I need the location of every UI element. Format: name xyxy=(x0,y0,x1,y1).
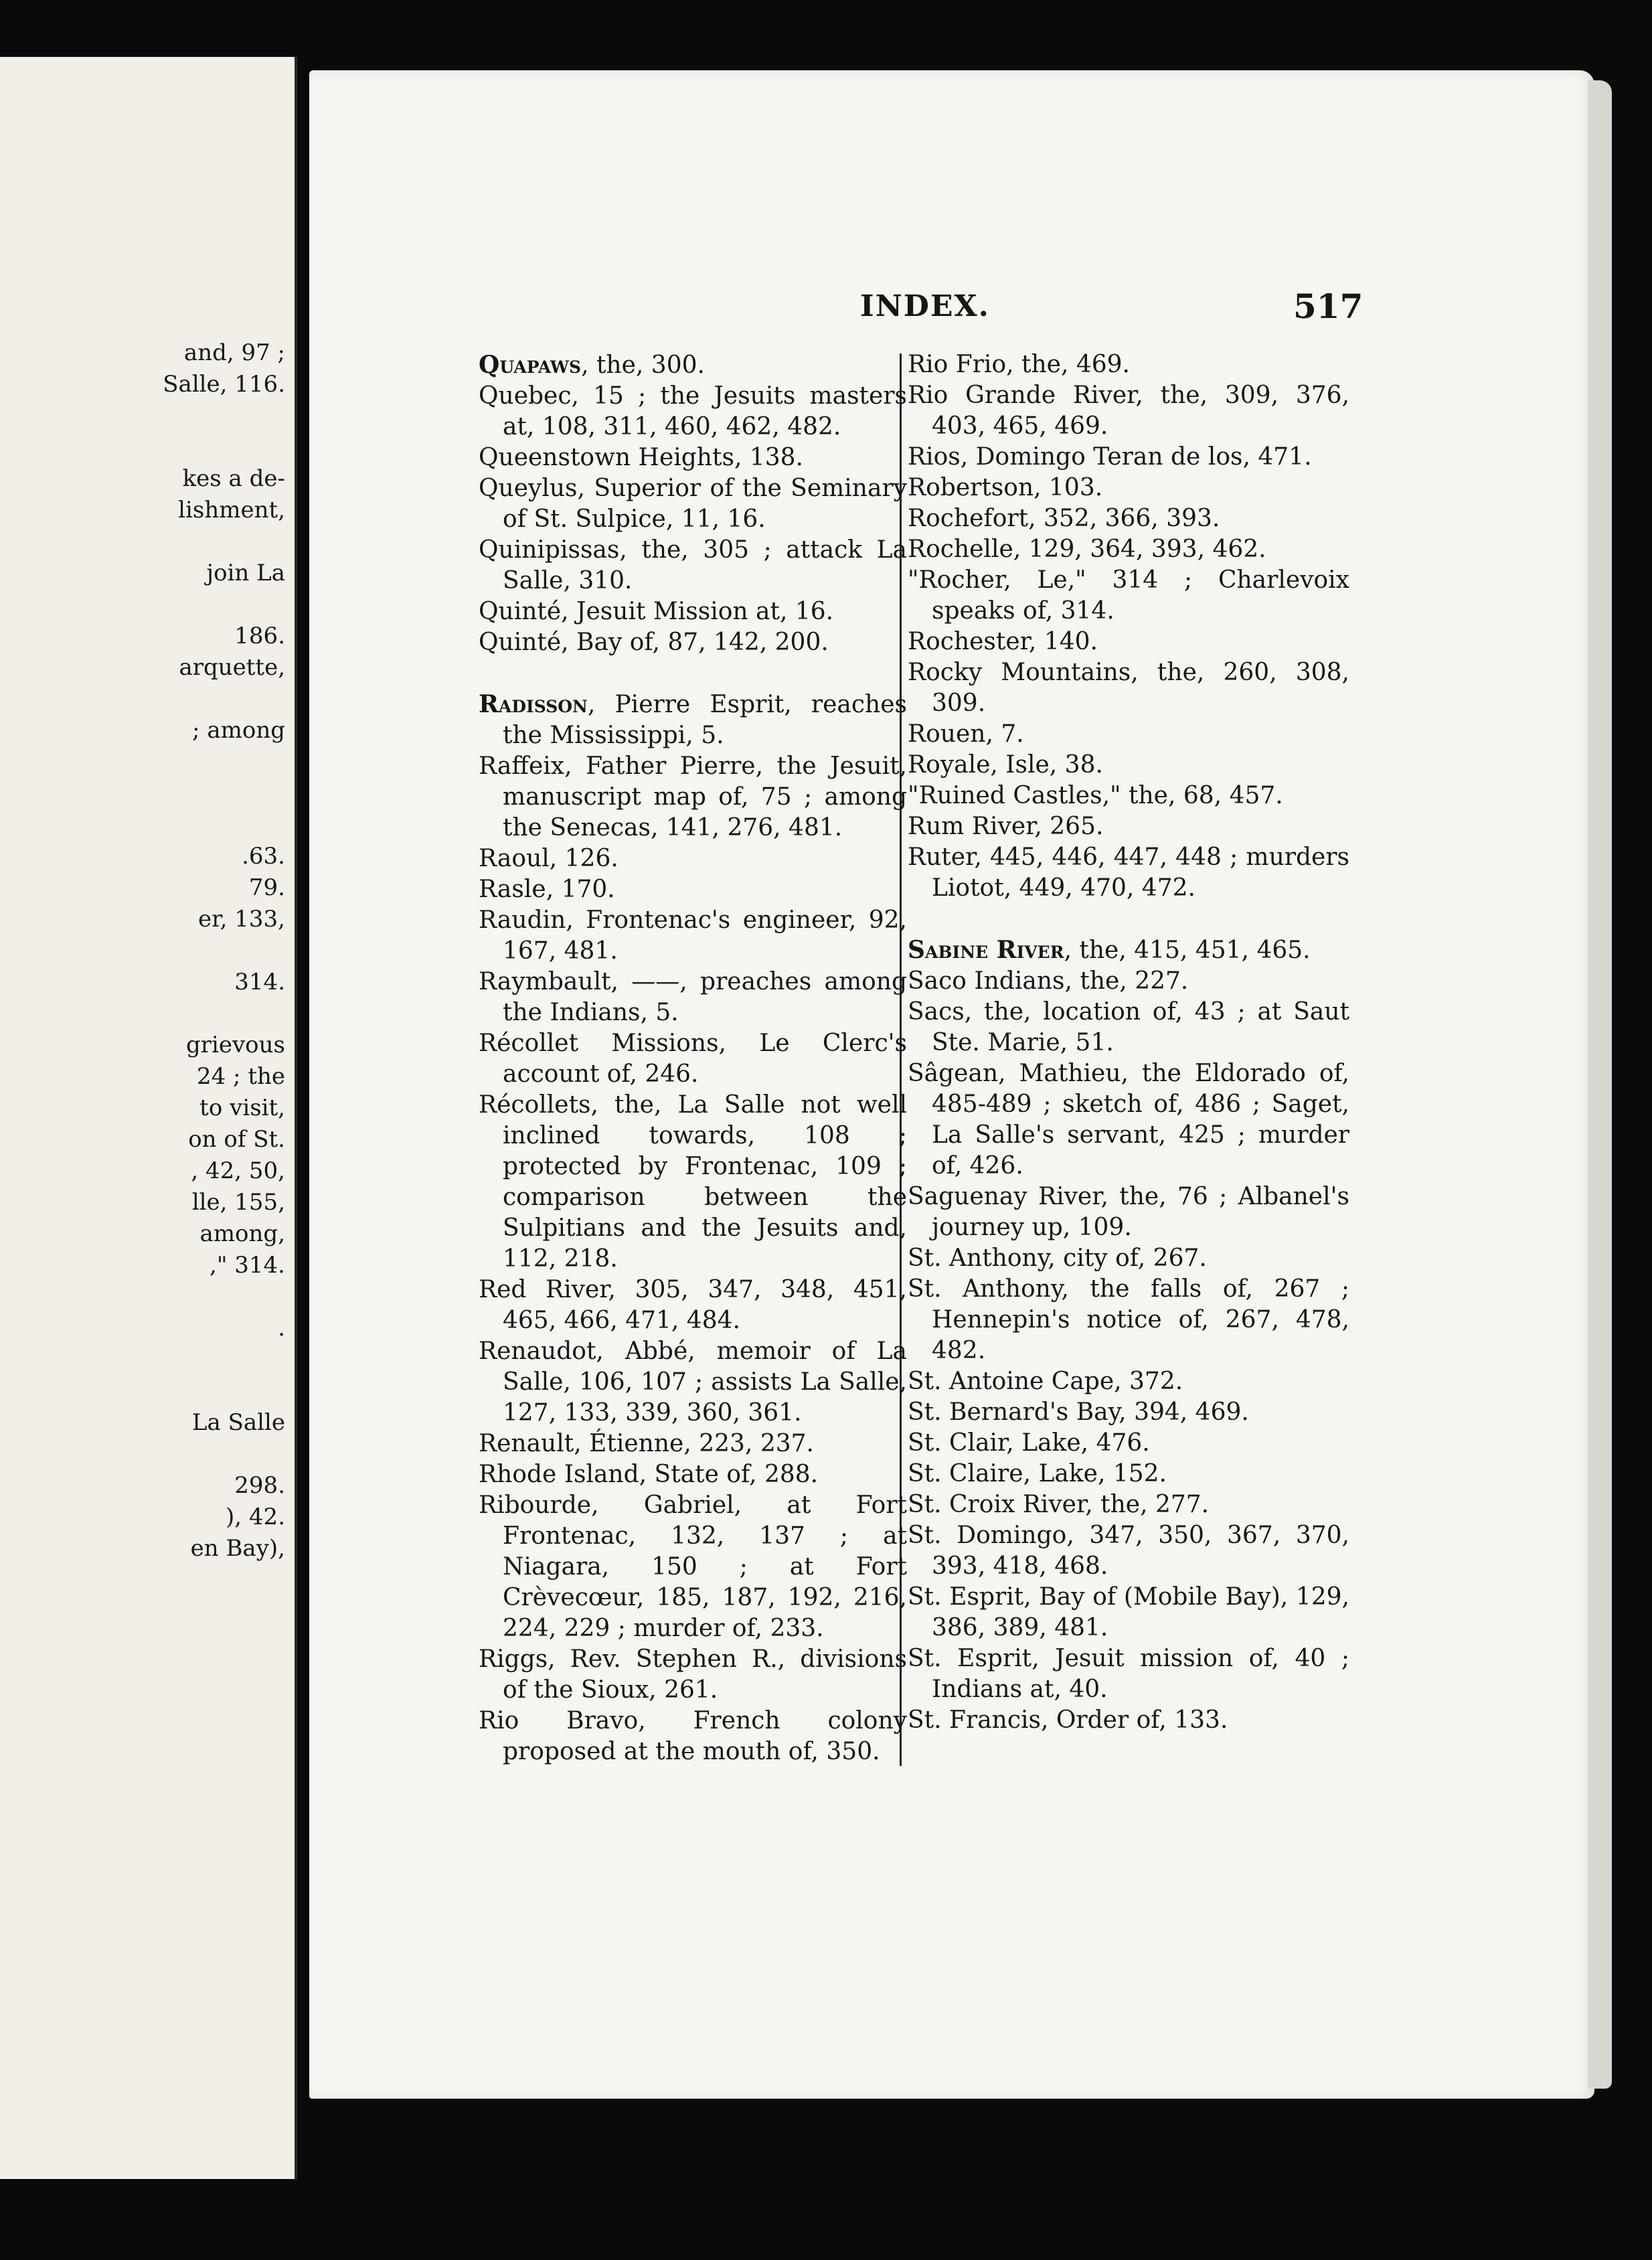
index-entry-text: St. Francis, Order of, 133. xyxy=(908,1706,1228,1734)
index-entry xyxy=(908,1428,1349,1459)
left-page-text-fragment: 79. xyxy=(248,874,285,901)
index-entry xyxy=(479,1090,907,1275)
index-entry-text: Queylus, Superior of the Seminary of St. Sulpice, 11, 16. xyxy=(479,475,907,533)
left-page-text-fragment: ), 42. xyxy=(226,1504,285,1530)
index-entry xyxy=(479,349,907,381)
index-entry-text: St. Anthony, city of, 267. xyxy=(908,1244,1207,1272)
page-number: 517 xyxy=(1293,287,1364,326)
left-page-text-fragment: to visit, xyxy=(199,1095,285,1121)
page-edge xyxy=(1588,80,1612,2089)
index-entry xyxy=(908,1366,1349,1397)
index-entry xyxy=(479,596,907,627)
index-entry xyxy=(479,442,907,473)
index-entry xyxy=(908,1582,1349,1643)
running-head: INDEX. xyxy=(860,289,990,323)
index-entry-text: Rum River, 265. xyxy=(908,813,1104,840)
index-entry xyxy=(908,1489,1349,1520)
left-page-text-fragment: Salle, 116. xyxy=(163,371,285,398)
index-entry-text: Rio Frio, the, 469. xyxy=(908,351,1130,378)
index-entry xyxy=(908,1182,1349,1243)
index-entry-text: Quinté, Jesuit Mission at, 16. xyxy=(479,598,834,625)
index-entry-text: Rio Grande River, the, 309, 376, 403, 465, 469. xyxy=(908,382,1349,440)
index-entry xyxy=(908,503,1349,534)
section-gap xyxy=(479,658,907,689)
index-entry xyxy=(908,657,1349,719)
section-head-term: Radisson xyxy=(479,690,588,718)
index-entry-text: Ribourde, Gabriel, at Fort Frontenac, 132, 137 ; at Niagara, 150 ; at Fort Crèvecœur, 185, 187, 192, 216, 224, 229 ; murder of, 233. xyxy=(479,1491,907,1642)
index-entry-text: Raoul, 126. xyxy=(479,845,618,872)
index-entry-text: Royale, Isle, 38. xyxy=(908,751,1103,779)
index-entry xyxy=(908,966,1349,997)
index-entry-text: Rios, Domingo Teran de los, 471. xyxy=(908,443,1312,471)
index-entry-text: St. Antoine Cape, 372. xyxy=(908,1368,1183,1395)
index-entry-text: Sacs, the, location of, 43 ; at Saut Ste. Marie, 51. xyxy=(908,998,1349,1056)
index-entry xyxy=(479,1459,907,1490)
left-page-text-fragment: er, 133, xyxy=(198,906,285,933)
index-entry xyxy=(479,1028,907,1090)
index-entry xyxy=(908,627,1349,657)
index-entry-text: Saguenay River, the, 76 ; Albanel's journey up, 109. xyxy=(908,1183,1349,1241)
index-entry-text: Queenstown Heights, 138. xyxy=(479,444,803,471)
index-entry-text: Sâgean, Mathieu, the Eldorado of, 485-489 ; sketch of, 486 ; Saget, La Salle's servant, 425 ; murder of, 426. xyxy=(908,1060,1349,1180)
index-entry xyxy=(908,842,1349,904)
index-entry xyxy=(908,442,1349,473)
index-entry xyxy=(908,380,1349,442)
index-entry-text: Riggs, Rev. Stephen R., divisions of the Sioux, 261. xyxy=(479,1645,907,1704)
index-entry-text: Rochefort, 352, 366, 393. xyxy=(908,505,1220,532)
index-entry-text: St. Clair, Lake, 476. xyxy=(908,1429,1150,1457)
index-entry xyxy=(479,689,907,751)
index-entry xyxy=(479,1644,907,1706)
index-entry-text: St. Esprit, Jesuit mission of, 40 ; Indians at, 40. xyxy=(908,1645,1349,1703)
index-column-left xyxy=(479,349,907,1767)
left-page-text-fragment: grievous xyxy=(185,1032,285,1058)
index-entry-text: Quinipissas, the, 305 ; attack La Salle, 310. xyxy=(479,536,907,594)
index-entry-text: St. Esprit, Bay of (Mobile Bay), 129, 386, 389, 481. xyxy=(908,1583,1349,1641)
left-page-text-fragment: arquette, xyxy=(179,654,285,681)
left-page-text-fragment: 314. xyxy=(234,969,285,995)
left-page-text-fragment: ," 314. xyxy=(210,1252,285,1279)
left-page-text-fragment: 298. xyxy=(234,1472,285,1499)
index-entry-text: Rio Bravo, French colony proposed at the mouth of, 350. xyxy=(479,1707,907,1765)
index-entry-text: St. Anthony, the falls of, 267 ; Hennepin's notice of, 267, 478, 482. xyxy=(908,1275,1349,1364)
index-entry xyxy=(908,534,1349,565)
index-entry xyxy=(479,751,907,843)
index-entry-text: Red River, 305, 347, 348, 451, 465, 466, 471, 484. xyxy=(479,1276,907,1334)
index-entry-text: Rochelle, 129, 364, 393, 462. xyxy=(908,536,1266,563)
index-entry-text: Rhode Island, State of, 288. xyxy=(479,1461,819,1488)
index-entry-text: Ruter, 445, 446, 447, 448 ; murders Liotot, 449, 470, 472. xyxy=(908,843,1349,902)
left-page-text-fragment: join La xyxy=(206,560,285,586)
index-entry xyxy=(479,905,907,967)
left-page-text-fragment: en Bay), xyxy=(190,1535,285,1562)
index-entry xyxy=(479,1336,907,1429)
index-entry-text: Robertson, 103. xyxy=(908,474,1103,501)
index-column-right xyxy=(908,349,1349,1736)
index-entry xyxy=(479,535,907,596)
index-entry-text: , Pierre Esprit, reaches the Mississippi, 5. xyxy=(503,691,907,749)
left-page-text-fragment: lle, 155, xyxy=(191,1189,285,1216)
index-entry xyxy=(908,473,1349,503)
left-page-text-fragment: and, 97 ; xyxy=(183,339,285,366)
index-entry xyxy=(479,1706,907,1767)
index-entry xyxy=(479,473,907,535)
index-entry-text: Saco Indians, the, 227. xyxy=(908,967,1189,995)
index-entry xyxy=(908,1459,1349,1489)
index-entry-text: Récollets, the, La Salle not well inclined towards, 108 ; protected by Frontenac, 109 ; comparison between the Sulpitians and the Jesuits and, 112, 218. xyxy=(479,1091,907,1273)
index-entry-text: , the, 415, 451, 465. xyxy=(1064,937,1311,964)
index-entry xyxy=(479,843,907,874)
index-entry-text: , the, 300. xyxy=(581,351,705,379)
index-entry xyxy=(908,1243,1349,1274)
left-page-text-fragment: . xyxy=(278,1315,285,1342)
left-page-text-fragment: on of St. xyxy=(188,1126,285,1153)
index-entry-text: Renaudot, Abbé, memoir of La Salle, 106, 107 ; assists La Salle, 127, 133, 339, 360, 361. xyxy=(479,1338,907,1427)
index-entry-text: Quinté, Bay of, 87, 142, 200. xyxy=(479,629,829,656)
left-page-text-fragment: kes a de- xyxy=(182,465,285,492)
index-entry-text: Rochester, 140. xyxy=(908,628,1098,655)
section-gap xyxy=(908,904,1349,935)
index-entry-text: St. Bernard's Bay, 394, 469. xyxy=(908,1398,1249,1426)
index-entry-text: St. Claire, Lake, 152. xyxy=(908,1460,1167,1487)
index-entry xyxy=(908,719,1349,750)
index-entry-text: Rasle, 170. xyxy=(479,876,615,903)
left-page-text-fragment: lishment, xyxy=(178,497,285,523)
index-entry-text: Renault, Étienne, 223, 237. xyxy=(479,1430,814,1457)
previous-page-fragment xyxy=(0,57,297,2179)
index-entry-text: St. Domingo, 347, 350, 367, 370, 393, 418, 468. xyxy=(908,1522,1349,1580)
index-entry xyxy=(908,349,1349,380)
index-entry-text: Raffeix, Father Pierre, the Jesuit, manuscript map of, 75 ; among the Senecas, 141, 276, 481. xyxy=(479,752,907,841)
index-entry xyxy=(479,874,907,905)
index-entry xyxy=(908,1058,1349,1182)
index-entry xyxy=(908,935,1349,966)
index-entry-text: "Ruined Castles," the, 68, 457. xyxy=(908,782,1283,809)
left-page-text-fragment: among, xyxy=(199,1220,285,1247)
left-page-text-fragment: 186. xyxy=(234,623,285,649)
index-entry xyxy=(479,627,907,658)
section-head-term: Quapaws xyxy=(479,351,582,379)
index-entry-text: "Rocher, Le," 314 ; Charlevoix speaks of, 314. xyxy=(908,566,1349,625)
left-page-text-fragment: ; among xyxy=(192,717,285,744)
index-entry xyxy=(908,565,1349,627)
index-entry xyxy=(908,750,1349,781)
index-entry-text: Raymbault, ——, preaches among the Indians, 5. xyxy=(479,968,907,1026)
index-entry xyxy=(908,997,1349,1058)
index-entry xyxy=(479,381,907,442)
section-head-term: Sabine River xyxy=(908,936,1064,964)
index-entry-text: Raudin, Frontenac's engineer, 92, 167, 481. xyxy=(479,906,907,965)
index-entry-text: Quebec, 15 ; the Jesuits masters at, 108, 311, 460, 462, 482. xyxy=(479,382,907,440)
index-entry xyxy=(908,1397,1349,1428)
left-page-text-fragment: , 42, 50, xyxy=(191,1157,285,1184)
index-entry-text: Rocky Mountains, the, 260, 308, 309. xyxy=(908,659,1349,717)
index-entry xyxy=(479,967,907,1028)
left-page-text-fragment: 24 ; the xyxy=(196,1063,285,1090)
index-entry xyxy=(908,781,1349,811)
index-entry xyxy=(908,1520,1349,1582)
index-entry xyxy=(908,1643,1349,1705)
index-entry xyxy=(908,1705,1349,1736)
index-entry xyxy=(908,1274,1349,1366)
left-page-text-fragment: La Salle xyxy=(191,1409,285,1436)
index-entry xyxy=(908,811,1349,842)
left-page-text-fragment: .63. xyxy=(242,843,285,870)
index-entry xyxy=(479,1490,907,1644)
index-entry-text: Récollet Missions, Le Clerc's account of, 246. xyxy=(479,1030,907,1088)
index-entry-text: Rouen, 7. xyxy=(908,720,1024,748)
index-entry xyxy=(479,1275,907,1336)
index-entry xyxy=(479,1429,907,1459)
index-entry-text: St. Croix River, the, 277. xyxy=(908,1491,1210,1518)
